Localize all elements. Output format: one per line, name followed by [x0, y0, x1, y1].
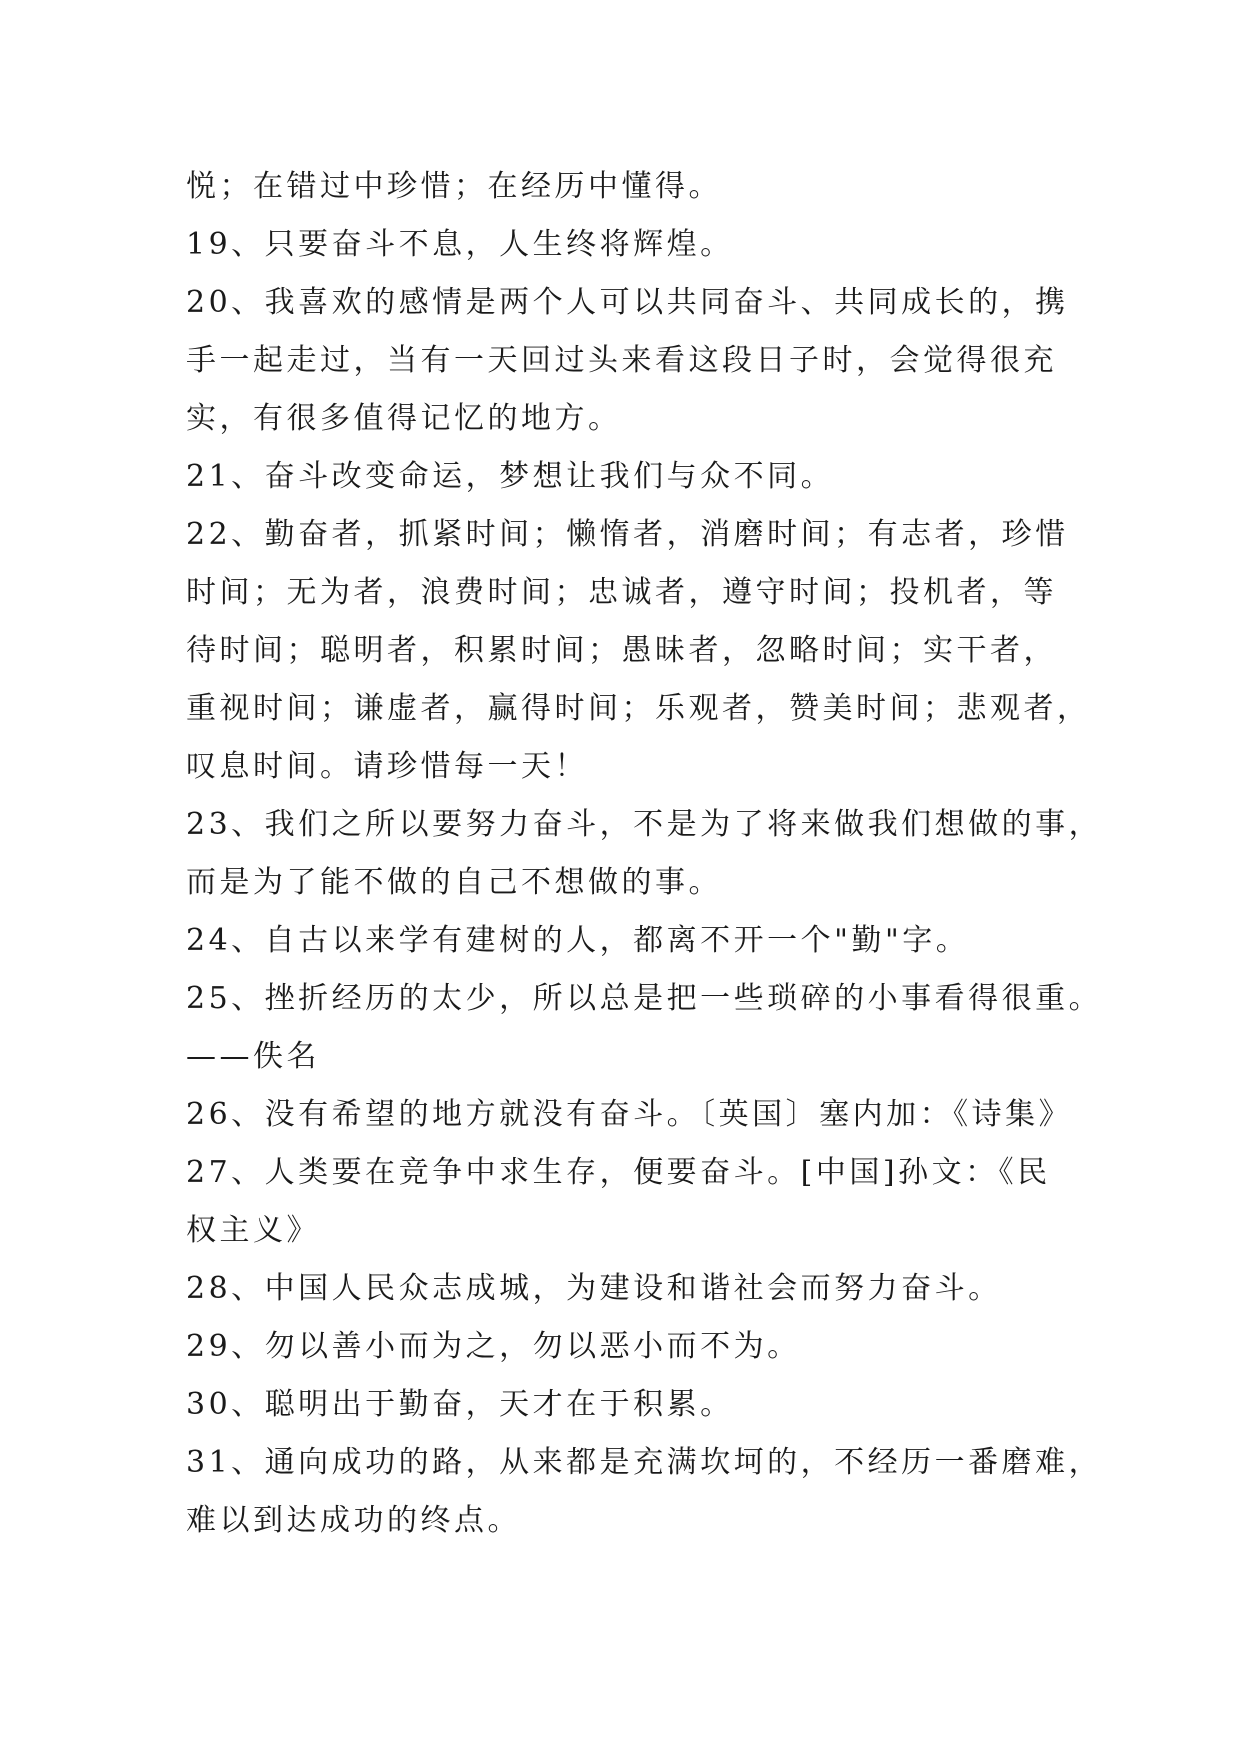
text-line: 重视时间；谦虚者，赢得时间；乐观者，赞美时间；悲观者，: [186, 691, 1091, 726]
text-line: 实，有很多值得记忆的地方。: [186, 401, 622, 436]
text-line: 31、通向成功的路，从来都是充满坎坷的，不经历一番磨难，: [186, 1445, 1103, 1480]
text-line: 21、奋斗改变命运，梦想让我们与众不同。: [186, 459, 835, 494]
text-line: 权主义》: [186, 1213, 320, 1248]
text-line: 手一起走过，当有一天回过头来看这段日子时，会觉得很充: [186, 343, 1057, 378]
text-line: 27、人类要在竞争中求生存，便要奋斗。[中国]孙文：《民: [186, 1155, 1051, 1190]
text-line: 28、中国人民众志成城，为建设和谐社会而努力奋斗。: [186, 1271, 1002, 1306]
text-line: 26、没有希望的地方就没有奋斗。〔英国〕塞内加：《诗集》: [186, 1097, 1073, 1132]
text-line: 22、勤奋者，抓紧时间；懒惰者，消磨时间；有志者，珍惜: [186, 517, 1069, 552]
text-line: 24、自古以来学有建树的人，都离不开一个"勤"字。: [186, 923, 970, 958]
text-line: 难以到达成功的终点。: [186, 1503, 521, 1538]
document-body: [186, 158, 1103, 1550]
text-line: 时间；无为者，浪费时间；忠诚者，遵守时间；投机者，等: [186, 575, 1057, 610]
text-line: 23、我们之所以要努力奋斗，不是为了将来做我们想做的事，: [186, 807, 1103, 842]
text-line: 25、挫折经历的太少，所以总是把一些琐碎的小事看得很重。: [186, 981, 1103, 1016]
text-line: 待时间；聪明者，积累时间；愚昧者，忽略时间；实干者，: [186, 633, 1057, 668]
text-line: 而是为了能不做的自己不想做的事。: [186, 865, 722, 900]
text-line: 30、聪明出于勤奋，天才在于积累。: [186, 1387, 734, 1422]
text-line: ——佚名: [186, 1039, 320, 1074]
text-line: 20、我喜欢的感情是两个人可以共同奋斗、共同成长的，携: [186, 285, 1069, 320]
text-line: 叹息时间。请珍惜每一天！: [186, 749, 588, 784]
text-line: 29、勿以善小而为之，勿以恶小而不为。: [186, 1329, 801, 1364]
text-line: 19、只要奋斗不息，人生终将辉煌。: [186, 227, 734, 262]
text-line: 悦；在错过中珍惜；在经历中懂得。: [186, 169, 722, 204]
